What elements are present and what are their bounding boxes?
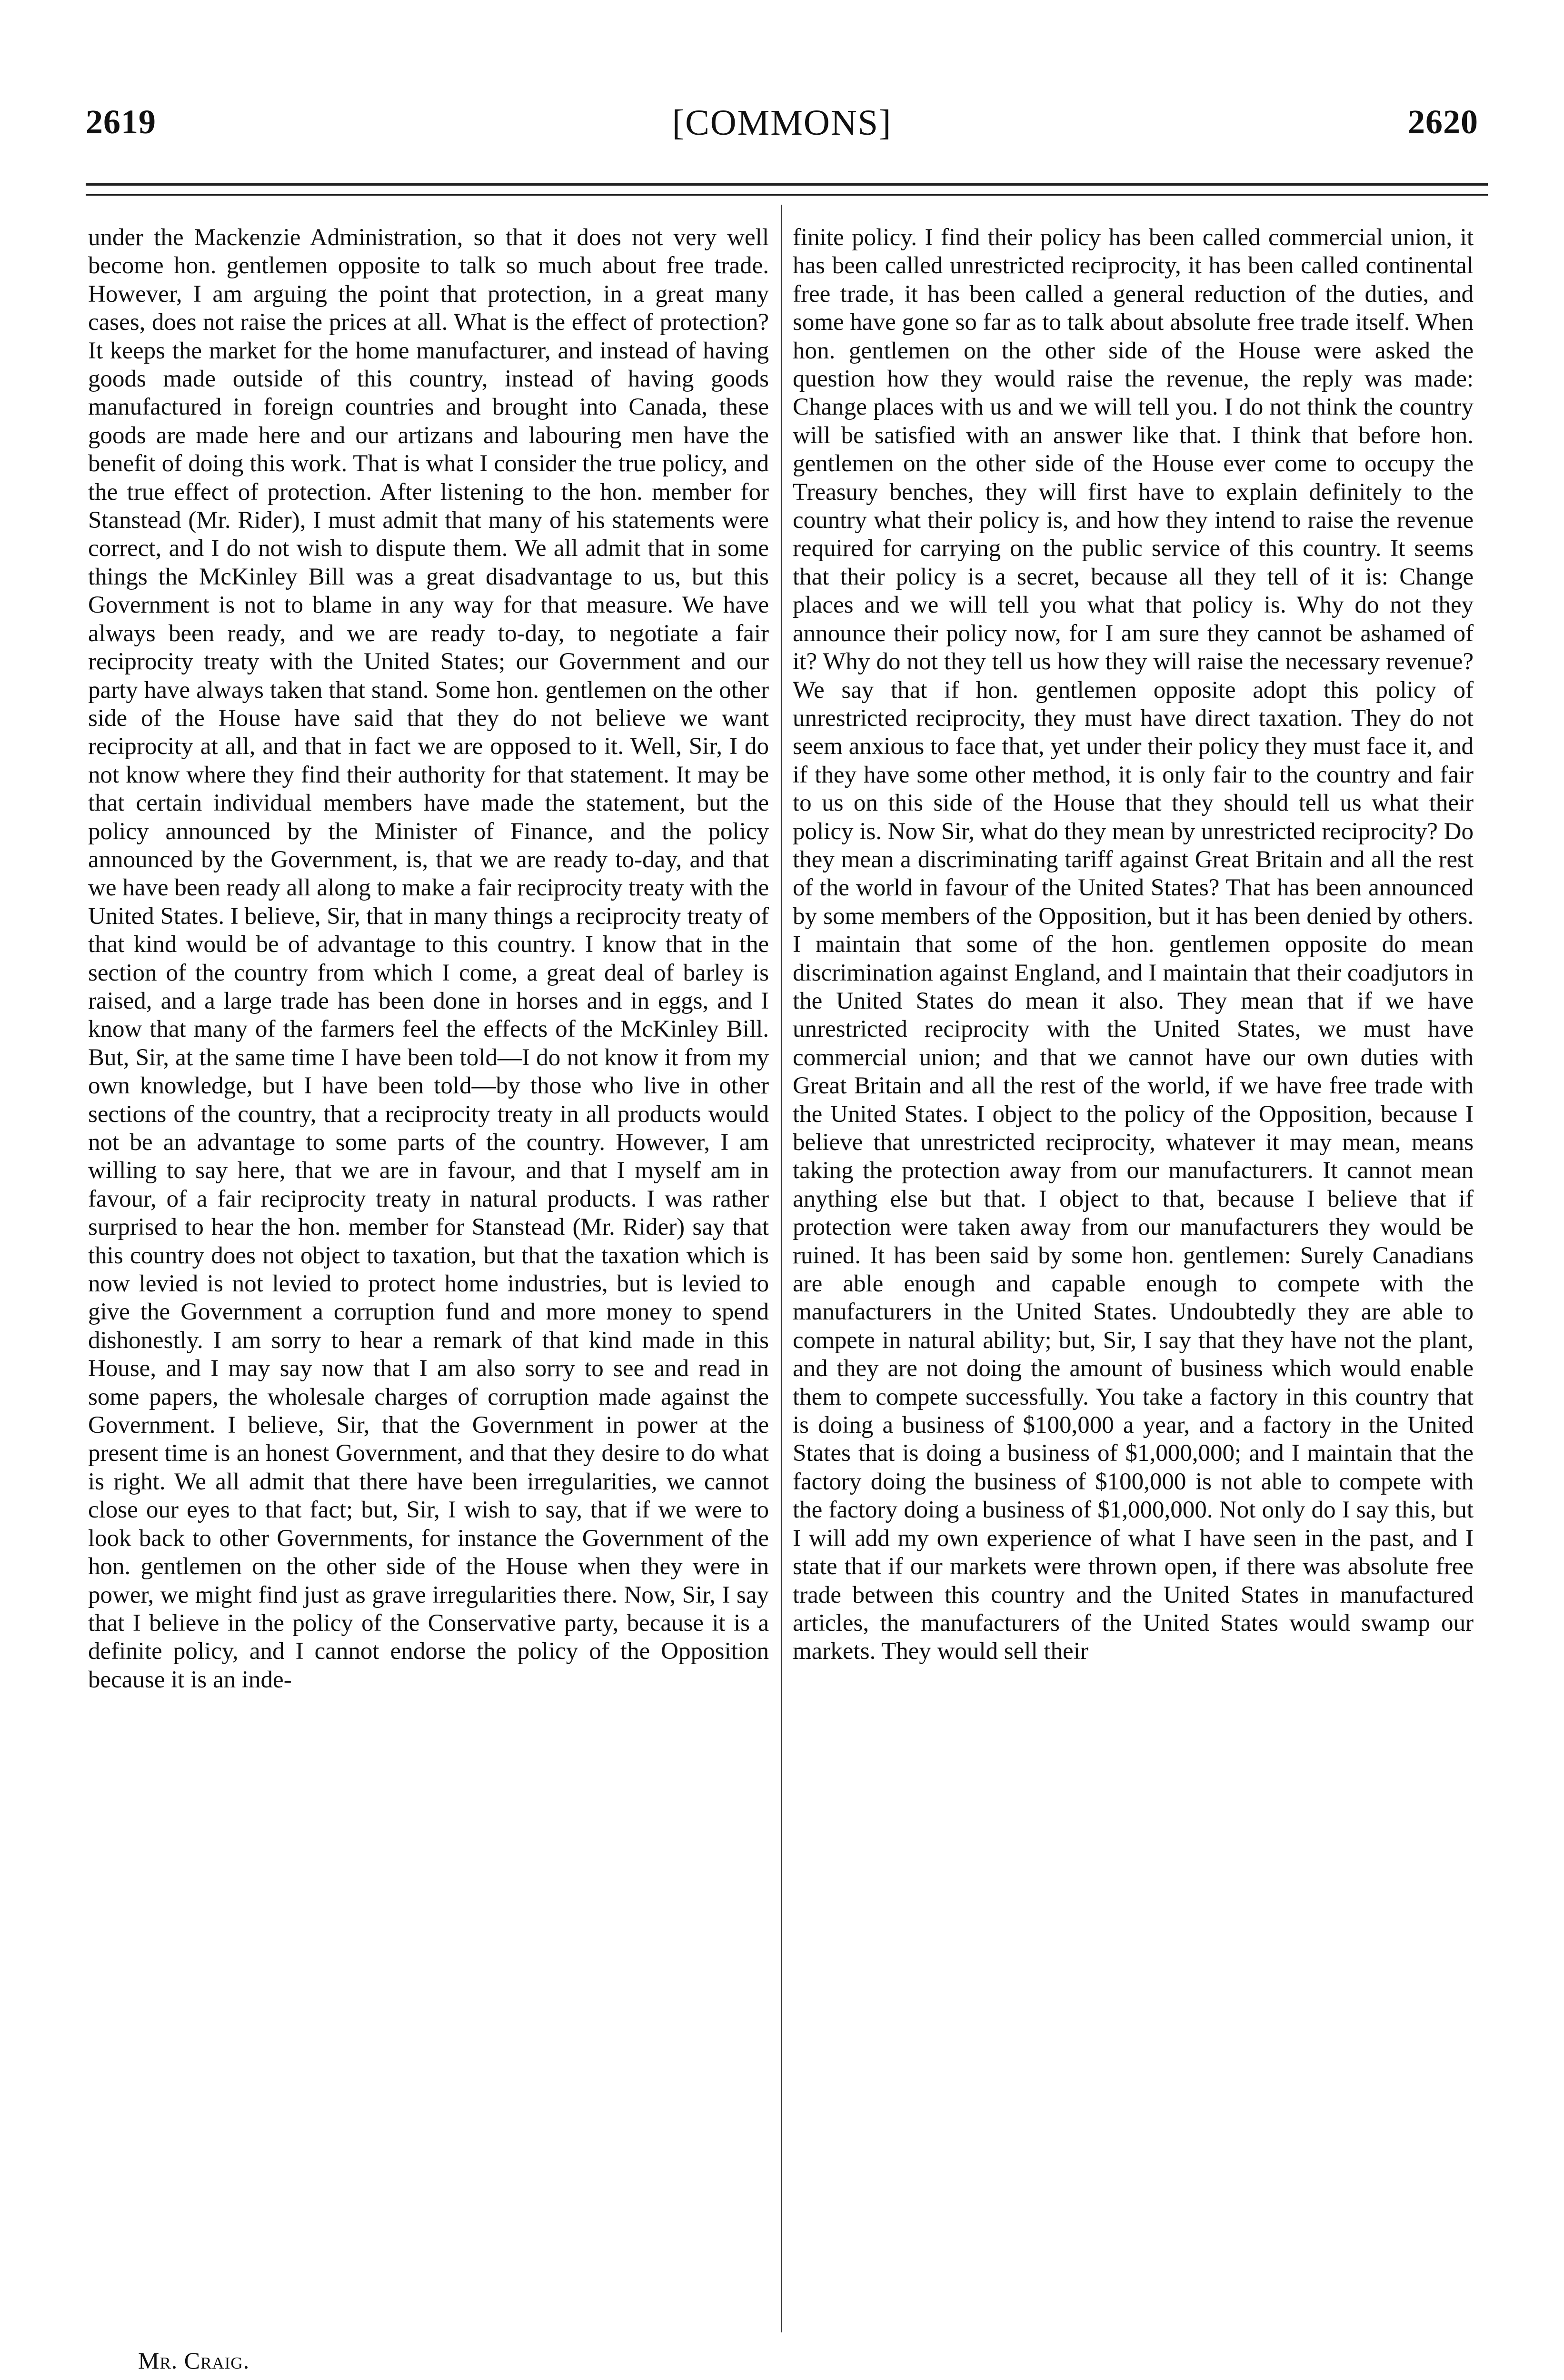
header-rule-thin [86, 194, 1488, 196]
speaker-footer [138, 2347, 249, 2374]
page-header [86, 102, 1478, 150]
text-column-right [793, 224, 1474, 1666]
header-rule-thick [86, 183, 1488, 186]
right-column-text: finite policy. I find their policy has been called commercial union, it has been called unrestricted reciprocity, it has been called continental free trade, it has been called a general reduction of the duties, and some have gone so far as to talk about absolute free trade itself. When hon. gentlemen on the other side of the House were asked the question how they would raise the revenue, the reply was made: Change places with us and we will tell you. I do not think the country will be satisfied with an answer like that. I think that before hon. gentlemen on the other side of the House ever come to occupy the Treasury benches, they will first have to explain definitely to the country what their policy is, and how they intend to raise the revenue required for carrying on the public service of this country. It seems that their policy is a secret, because all they tell of it is: Change places and we will tell you what that policy is. Why do not they announce their policy now, for I am sure they cannot be ashamed of it? Why do not they tell us how they will raise the necessary revenue? We say that if hon. gentlemen opposite adopt this policy of unrestricted reciprocity, they must have direct taxation. They do not seem anxious to face that, yet under their policy they must face it, and if they have some other method, it is only fair to the country and fair to us on this side of the House that they should tell us what their policy is. Now Sir, what do they mean by unrestricted reciprocity? Do they mean a discriminating tariff against Great Britain and all the rest of the world in favour of the United States? That has been announced by some members of the Opposition, but it has been denied by others. I maintain that some of the hon. gentlemen opposite do mean discrimination against England, and I maintain that their coadjutors in the United States do mean it also. They mean that if we have unrestricted reciprocity with the United States, we must have commercial union; and that we cannot have our own duties with Great Britain and all the rest of the world, if we have free trade with the United States. I object to the policy of the Opposition, because I believe that unrestricted reciprocity, whatever it may mean, means taking the protection away from our manufacturers. It cannot mean anything else but that. I object to that, because I believe that if protection were taken away from our manufacturers they would be ruined. It has been said by some hon. gentlemen: Surely Canadians are able enough and capable enough to compete with the manufacturers in the United States. Undoubtedly they are able to compete in natural ability; but, Sir, I say that they have not the plant, and they are not doing the amount of business which would enable them to compete successfully. You take a factory in this country that is doing a business of $100,000 a year, and a factory in the United States that is doing a business of $1,000,000; and I maintain that the factory doing the business of $100,000 is not able to compete with the factory doing a business of $1,000,000. Not only do I say this, but I will add my own experience of what I have seen in the past, and I state that if our markets were thrown open, if there was absolute free trade between this country and the United States in manufactured articles, the manufacturers of the United States would swamp our markets. They would sell their [793, 224, 1474, 1665]
text-column-left [88, 224, 769, 1694]
page-number-left: 2619 [86, 103, 156, 141]
column-divider [781, 205, 782, 2332]
speaker-name: Mr. Craig. [138, 2347, 250, 2374]
left-column-text: under the Mackenzie Administration, so that it does not very well become hon. gentlemen opposite to talk so much about free trade. However, I am arguing the point that protection, in a great many cases, does not raise the prices at all. What is the effect of protection? It keeps the market for the home manufacturer, and instead of having goods made outside of this country, instead of having goods manufactured in foreign countries and brought into Canada, these goods are made here and our artizans and labouring men have the benefit of doing this work. That is what I consider the true policy, and the true effect of protection. After listening to the hon. member for Stanstead (Mr. Rider), I must admit that many of his statements were correct, and I do not wish to dispute them. We all admit that in some things the McKinley Bill was a great disadvantage to us, but this Government is not to blame in any way for that measure. We have always been ready, and we are ready to-day, to negotiate a fair reciprocity treaty with the United States; our Government and our party have always taken that stand. Some hon. gentlemen on the other side of the House have said that they do not believe we want reciprocity at all, and that in fact we are opposed to it. Well, Sir, I do not know where they find their authority for that statement. It may be that certain individual members have made the statement, but the policy announced by the Minister of Finance, and the policy announced by the Government, is, that we are ready to-day, and that we have been ready all along to make a fair reciprocity treaty with the United States. I believe, Sir, that in many things a reciprocity treaty of that kind would be of advantage to this country. I know that in the section of the country from which I come, a great deal of barley is raised, and a large trade has been done in horses and in eggs, and I know that many of the farmers feel the effects of the McKinley Bill. But, Sir, at the same time I have been told—I do not know it from my own knowledge, but I have been told—by those who live in other sections of the country, that a reciprocity treaty in all products would not be an advantage to some parts of the country. However, I am willing to say here, that we are in favour, and that I myself am in favour, of a fair reciprocity treaty in natural products. I was rather surprised to hear the hon. member for Stanstead (Mr. Rider) say that this country does not object to taxation, but that the taxation which is now levied is not levied to protect home industries, but is levied to give the Government a corruption fund and more money to spend dishonestly. I am sorry to hear a remark of that kind made in this House, and I may say now that I am also sorry to see and read in some papers, the wholesale charges of corruption made against the Government. I believe, Sir, that the Government in power at the present time is an honest Government, and that they desire to do what is right. We all admit that there have been irregularities, we cannot close our eyes to that fact; but, Sir, I wish to say, that if we were to look back to other Governments, for instance the Government of the hon. gentlemen on the other side of the House when they were in power, we might find just as grave irregularities there. Now, Sir, I say that I believe in the policy of the Conservative party, because it is a definite policy, and I cannot endorse the policy of the Opposition because it is an inde- [88, 224, 769, 1693]
page-number-right: 2620 [1408, 103, 1478, 141]
running-head: [COMMONS] [672, 103, 892, 143]
